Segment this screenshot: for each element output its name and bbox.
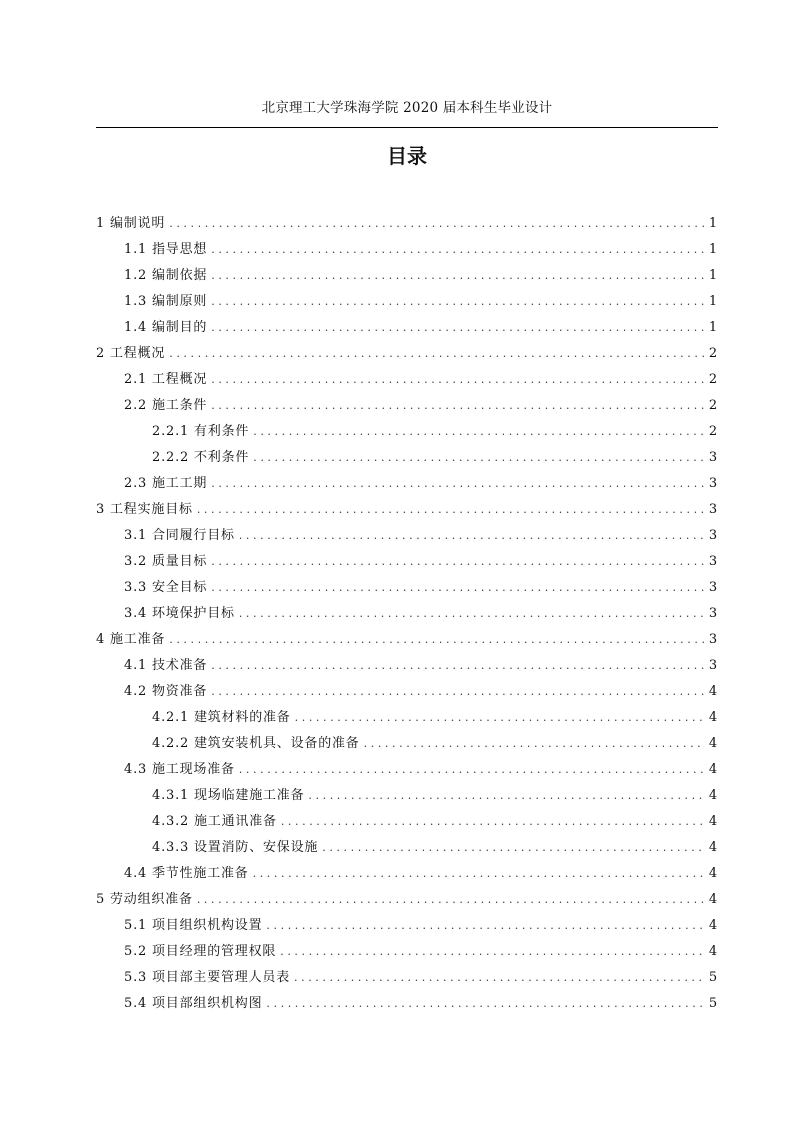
toc-dot-leader bbox=[169, 347, 705, 360]
toc-entry[interactable] bbox=[96, 836, 718, 862]
toc-entry[interactable] bbox=[96, 784, 718, 810]
toc-entry-label: 2 工程概况 bbox=[96, 346, 166, 361]
toc-entry[interactable] bbox=[96, 940, 718, 966]
toc-entry[interactable] bbox=[96, 810, 718, 836]
toc-entry-label: 4.4 季节性施工准备 bbox=[124, 866, 249, 881]
toc-dot-leader bbox=[295, 711, 705, 724]
toc-entry[interactable] bbox=[96, 862, 718, 888]
toc-entry[interactable] bbox=[96, 394, 718, 420]
toc-dot-leader bbox=[211, 269, 705, 282]
toc-entry[interactable] bbox=[96, 368, 718, 394]
toc-entry-page: 3 bbox=[708, 658, 718, 673]
toc-entry[interactable] bbox=[96, 914, 718, 940]
toc-dot-leader bbox=[253, 867, 705, 880]
toc-entry[interactable] bbox=[96, 212, 718, 238]
toc-entry-page: 1 bbox=[708, 268, 718, 283]
toc-entry-page: 4 bbox=[708, 762, 718, 777]
toc-entry-page: 4 bbox=[708, 814, 718, 829]
toc-dot-leader bbox=[253, 425, 705, 438]
toc-entry[interactable] bbox=[96, 550, 718, 576]
toc-entry-label: 1.4 编制目的 bbox=[124, 320, 208, 335]
toc-entry-page: 2 bbox=[708, 398, 718, 413]
toc-dot-leader bbox=[211, 399, 705, 412]
toc-entry-label: 2.2 施工条件 bbox=[124, 398, 208, 413]
toc-entry-label: 5.4 项目部组织机构图 bbox=[124, 996, 263, 1011]
toc-entry[interactable] bbox=[96, 290, 718, 316]
toc-entry-label: 2.2.2 不利条件 bbox=[152, 450, 250, 465]
toc-entry-label: 4.2.1 建筑材料的准备 bbox=[152, 710, 291, 725]
toc-entry-label: 1.2 编制依据 bbox=[124, 268, 208, 283]
toc-entry-label: 4.3 施工现场准备 bbox=[124, 762, 235, 777]
toc-entry-label: 2.3 施工工期 bbox=[124, 476, 208, 491]
toc-dot-leader bbox=[266, 997, 705, 1010]
toc-entry[interactable] bbox=[96, 238, 718, 264]
toc-entry-page: 2 bbox=[708, 346, 718, 361]
toc-entry[interactable] bbox=[96, 758, 718, 784]
page-header: 北京理工大学珠海学院 2020 届本科生毕业设计 bbox=[261, 100, 553, 116]
toc-entry-page: 5 bbox=[708, 970, 718, 985]
toc-entry[interactable] bbox=[96, 680, 718, 706]
toc-entry-label: 5.3 项目部主要管理人员表 bbox=[124, 970, 291, 985]
toc-entry-page: 2 bbox=[708, 372, 718, 387]
toc-dot-leader bbox=[211, 581, 705, 594]
toc-entry[interactable] bbox=[96, 992, 718, 1018]
toc-entry-label: 4.3.1 现场临建施工准备 bbox=[152, 788, 305, 803]
toc-entry-page: 3 bbox=[708, 476, 718, 491]
toc-dot-leader bbox=[239, 529, 705, 542]
toc-dot-leader bbox=[308, 789, 705, 802]
toc-dot-leader bbox=[197, 893, 705, 906]
toc-entry-page: 2 bbox=[708, 424, 718, 439]
toc-entry-label: 3.4 环境保护目标 bbox=[124, 606, 235, 621]
toc-entry-page: 4 bbox=[708, 866, 718, 881]
toc-entry-page: 3 bbox=[708, 554, 718, 569]
toc-entry[interactable] bbox=[96, 888, 718, 914]
table-of-contents bbox=[96, 212, 718, 1018]
toc-entry-label: 3.3 安全目标 bbox=[124, 580, 208, 595]
toc-entry-page: 1 bbox=[708, 216, 718, 231]
toc-entry[interactable] bbox=[96, 654, 718, 680]
toc-entry-label: 4.2.2 建筑安装机具、设备的准备 bbox=[152, 736, 360, 751]
toc-entry-page: 4 bbox=[708, 684, 718, 699]
toc-entry-page: 3 bbox=[708, 580, 718, 595]
toc-entry[interactable] bbox=[96, 264, 718, 290]
toc-entry-label: 1.1 指导思想 bbox=[124, 242, 208, 257]
toc-entry[interactable] bbox=[96, 576, 718, 602]
toc-entry-page: 3 bbox=[708, 502, 718, 517]
toc-entry[interactable] bbox=[96, 706, 718, 732]
toc-entry-page: 1 bbox=[708, 242, 718, 257]
toc-entry-page: 4 bbox=[708, 710, 718, 725]
toc-entry-label: 5 劳动组织准备 bbox=[96, 892, 193, 907]
toc-entry[interactable] bbox=[96, 602, 718, 628]
toc-entry[interactable] bbox=[96, 446, 718, 472]
toc-entry-page: 4 bbox=[708, 788, 718, 803]
toc-dot-leader bbox=[211, 477, 705, 490]
toc-dot-leader bbox=[211, 685, 705, 698]
toc-dot-leader bbox=[211, 373, 705, 386]
toc-entry-label: 4.2 物资准备 bbox=[124, 684, 208, 699]
toc-entry-page: 4 bbox=[708, 944, 718, 959]
toc-entry-label: 1 编制说明 bbox=[96, 216, 166, 231]
toc-dot-leader bbox=[211, 295, 705, 308]
toc-dot-leader bbox=[239, 607, 705, 620]
toc-entry[interactable] bbox=[96, 420, 718, 446]
toc-entry-page: 4 bbox=[708, 840, 718, 855]
toc-dot-leader bbox=[211, 243, 705, 256]
toc-entry[interactable] bbox=[96, 316, 718, 342]
toc-dot-leader bbox=[281, 815, 705, 828]
toc-entry[interactable] bbox=[96, 628, 718, 654]
toc-entry-label: 1.3 编制原则 bbox=[124, 294, 208, 309]
header-rule bbox=[96, 127, 718, 128]
toc-entry-label: 4.3.3 设置消防、安保设施 bbox=[152, 840, 319, 855]
toc-entry[interactable] bbox=[96, 342, 718, 368]
toc-entry-label: 2.1 工程概况 bbox=[124, 372, 208, 387]
toc-dot-leader bbox=[197, 503, 705, 516]
toc-entry-page: 4 bbox=[708, 736, 718, 751]
toc-dot-leader bbox=[211, 555, 705, 568]
toc-dot-leader bbox=[239, 763, 705, 776]
toc-entry-page: 3 bbox=[708, 528, 718, 543]
toc-entry-label: 4 施工准备 bbox=[96, 632, 166, 647]
toc-entry-page: 4 bbox=[708, 892, 718, 907]
toc-entry-label: 5.2 项目经理的管理权限 bbox=[124, 944, 277, 959]
toc-dot-leader bbox=[169, 633, 705, 646]
toc-entry-page: 1 bbox=[708, 294, 718, 309]
toc-dot-leader bbox=[280, 945, 705, 958]
toc-dot-leader bbox=[364, 737, 705, 750]
toc-entry-label: 3 工程实施目标 bbox=[96, 502, 193, 517]
toc-entry[interactable] bbox=[96, 732, 718, 758]
toc-entry-label: 4.3.2 施工通讯准备 bbox=[152, 814, 277, 829]
toc-entry-label: 2.2.1 有利条件 bbox=[152, 424, 250, 439]
toc-dot-leader bbox=[169, 217, 705, 230]
toc-dot-leader bbox=[266, 919, 705, 932]
toc-entry-page: 3 bbox=[708, 606, 718, 621]
toc-entry-label: 4.1 技术准备 bbox=[124, 658, 208, 673]
toc-entry-page: 4 bbox=[708, 918, 718, 933]
toc-dot-leader bbox=[211, 321, 705, 334]
toc-entry-label: 5.1 项目组织机构设置 bbox=[124, 918, 263, 933]
toc-dot-leader bbox=[253, 451, 705, 464]
toc-title: 目录 bbox=[387, 144, 427, 168]
toc-entry-page: 5 bbox=[708, 996, 718, 1011]
toc-entry[interactable] bbox=[96, 472, 718, 498]
toc-entry-label: 3.2 质量目标 bbox=[124, 554, 208, 569]
toc-entry-page: 3 bbox=[708, 632, 718, 647]
toc-dot-leader bbox=[294, 971, 705, 984]
toc-entry-page: 1 bbox=[708, 320, 718, 335]
toc-entry[interactable] bbox=[96, 498, 718, 524]
toc-entry-label: 3.1 合同履行目标 bbox=[124, 528, 235, 543]
toc-dot-leader bbox=[211, 659, 705, 672]
toc-entry[interactable] bbox=[96, 966, 718, 992]
toc-dot-leader bbox=[322, 841, 705, 854]
toc-entry-page: 3 bbox=[708, 450, 718, 465]
toc-entry[interactable] bbox=[96, 524, 718, 550]
